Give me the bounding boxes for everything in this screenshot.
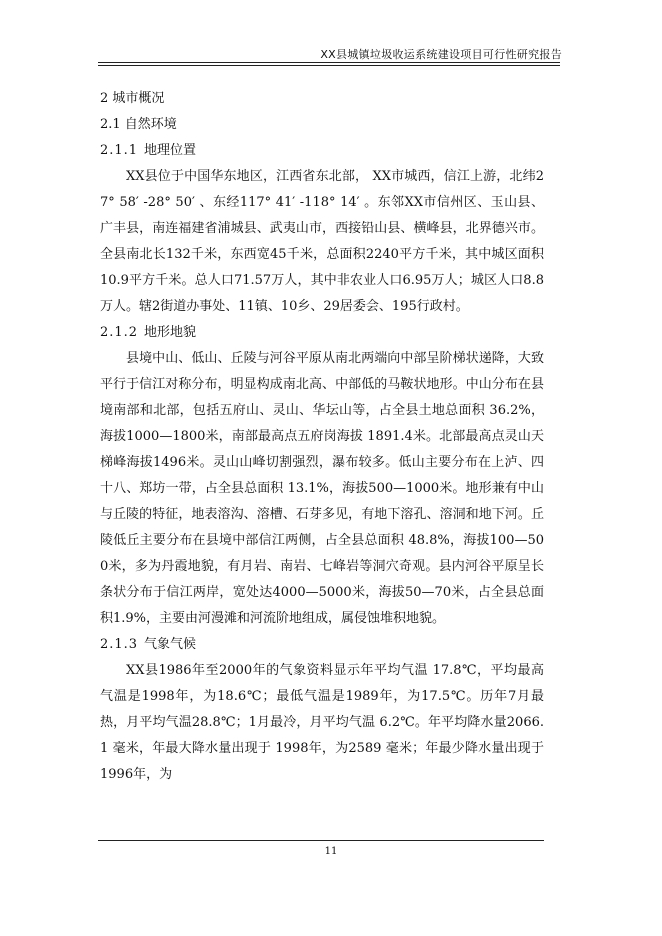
section-heading-2-1-2 bbox=[100, 320, 544, 346]
header-title: XX县城镇垃圾收运系统建设项目可行性研究报告 bbox=[320, 48, 562, 61]
paragraph-geography: XX县位于中国华东地区，江西省东北部， XX市城西，信江上游，北纬27° 58′ -28° 50′ 、东经117° 41′ -118° 14′ 。东邻XX市信州区、玉山县、广丰县，南连福建省浦城县、武夷山市，西接铅山县、横峰县，北界德兴市。全县南北长132千米，东西宽45千米，总面积2240平方千米，其中城区面积10.9平方千米。总人口71.57万人，其中非农业人口6.95万人；城区人口8.8万人。辖2街道办事处、11镇、10乡、29居委会、195行政村。 bbox=[100, 169, 544, 314]
section-title-2-1: 2.1 自然环境 bbox=[100, 117, 177, 132]
section-heading-2 bbox=[100, 86, 544, 112]
page-number: 11 bbox=[324, 846, 338, 857]
section-number-2-1-3: 2.1.3 bbox=[100, 637, 139, 652]
section-title-2-1-2: 地形地貌 bbox=[144, 325, 197, 340]
header-rule bbox=[98, 62, 560, 63]
paragraph-climate: XX县1986年至2000年的气象资料显示年平均气温 17.8℃，平均最高气温是1998年，为18.6℃；最低气温是1989年，为17.5℃。历年7月最热，月平均气温28.8℃；1月最冷，月平均气温 6.2℃。年平均降水量2066.1 毫米，年最大降水量出现于 1998年，为2589 毫米；年最少降水量出现于 1996年，为 bbox=[100, 663, 544, 782]
document-body bbox=[100, 86, 544, 788]
section-heading-2-1-1 bbox=[100, 138, 544, 164]
section-number-2-1-2: 2.1.2 bbox=[100, 325, 139, 340]
section-heading-2-1-3 bbox=[100, 632, 544, 658]
section-number-2-1-1: 2.1.1 bbox=[100, 143, 139, 158]
footer-rule bbox=[98, 840, 544, 841]
section-title-2-1-1: 地理位置 bbox=[144, 143, 197, 158]
section-title-2: 2 城市概况 bbox=[100, 91, 165, 106]
paragraph-terrain: 县境中山、低山、丘陵与河谷平原从南北两端向中部呈阶梯状递降，大致平行于信江对称分布，明显构成南北高、中部低的马鞍状地形。中山分布在县境南部和北部，包括五府山、灵山、华坛山等，占全县土地总面积 36.2%， 海拔1000—1800米，南部最高点五府岗海拔 1891.4米。北部最高点灵山天梯峰海拔1496米。灵山山峰切割强烈，瀑布较多。低山主要分布在上泸、四十八、郑坊一带，占全县总面积 13.1%，海拔500—1000米。地形兼有中山与丘陵的特征，地表溶沟、溶槽、石芽多见，有地下溶孔、溶洞和地下河。丘陵低丘主要分布在县境中部信江两侧，占全县总面积 48.8%，海拔100—500米，多为丹霞地貌，有月岩、南岩、七峰岩等洞穴奇观。县内河谷平原呈长条状分布于信江两岸，宽处达4000—5000米，海拔50—70米，占全县总面积1.9%，主要由河漫滩和河流阶地组成，属侵蚀堆积地貌。 bbox=[100, 351, 544, 626]
section-title-2-1-3: 气象气候 bbox=[144, 637, 197, 652]
header-rule-secondary bbox=[98, 65, 560, 66]
section-heading-2-1 bbox=[100, 112, 544, 138]
